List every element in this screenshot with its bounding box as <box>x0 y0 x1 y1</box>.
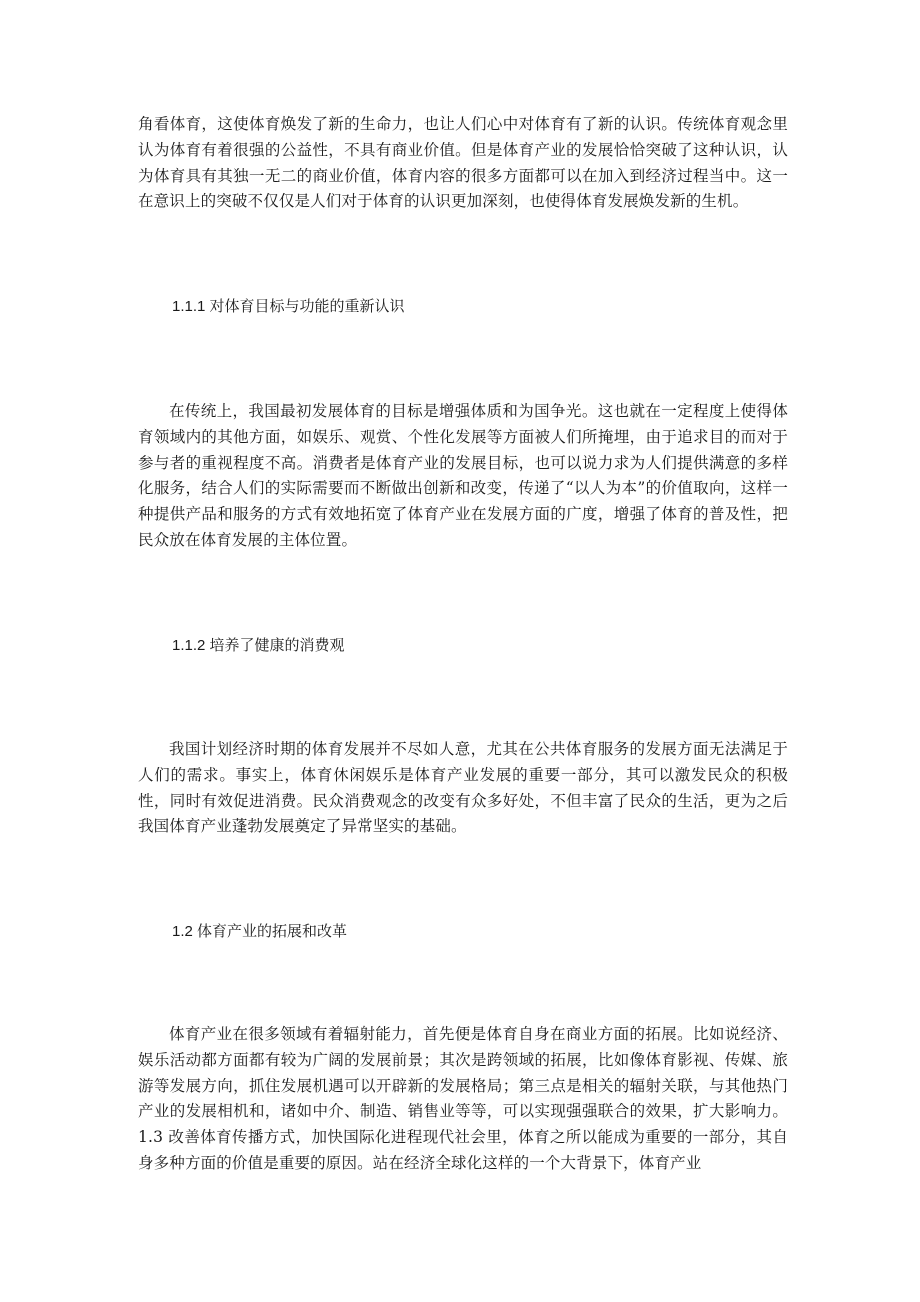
paragraph-section-1-2: 体育产业在很多领域有着辐射能力，首先便是体育自身在商业方面的拓展。比如说经济、娱乐活动都方面都有较为广阔的发展前景；其次是跨领域的拓展，比如像体育影视、传媒、旅游等发展方向，抓住发展机遇可以开辟新的发展格局；第三点是相关的辐射关联，与其他热门产业的发展相机和，诸如中介、制造、销售业等等，可以实现强强联合的效果，扩大影响力。1.3 改善体育传播方式，加快国际化进程现代社会里，体育之所以能成为重要的一部分，其自身多种方面的价值是重要的原因。站在经济全球化这样的一个大背景下，体育产业 <box>138 1025 788 1172</box>
section-heading-1-1-2: 1.1.2 培养了健康的消费观 <box>172 637 345 654</box>
section-heading-1-2: 1.2 体育产业的拓展和改革 <box>172 923 348 940</box>
paragraph-section-1-1-1: 在传统上，我国最初发展体育的目标是增强体质和为国争光。这也就在一定程度上使得体育领域内的其他方面，如娱乐、观赏、个性化发展等方面被人们所掩埋，由于追求目的而对于参与者的重视程度不高。消费者是体育产业的发展目标，也可以说力求为人们提供满意的多样化服务，结合人们的实际需要而不断做出创新和改变，传递了“以人为本”的价值取向，这样一种提供产品和服务的方式有效地拓宽了体育产业在发展方面的广度，增强了体育的普及性，把民众放在体育发展的主体位置。 <box>138 402 788 549</box>
section-heading-1-1-1: 1.1.1 对体育目标与功能的重新认识 <box>172 298 405 315</box>
paragraph-intro: 角看体育，这使体育焕发了新的生命力，也让人们心中对体育有了新的认识。传统体育观念里认为体育有着很强的公益性，不具有商业价值。但是体育产业的发展恰恰突破了这种认识，认为体育具有其独一无二的商业价值，体育内容的很多方面都可以在加入到经济过程当中。这一在意识上的突破不仅仅是人们对于体育的认识更加深刻，也使得体育发展焕发新的生机。 <box>138 115 788 211</box>
paragraph-section-1-1-2: 我国计划经济时期的体育发展并不尽如人意，尤其在公共体育服务的发展方面无法满足于人们的需求。事实上，体育休闲娱乐是体育产业发展的重要一部分，其可以激发民众的积极性，同时有效促进消费。民众消费观念的改变有众多好处，不但丰富了民众的生活，更为之后我国体育产业蓬勃发展奠定了异常坚实的基础。 <box>138 740 788 836</box>
